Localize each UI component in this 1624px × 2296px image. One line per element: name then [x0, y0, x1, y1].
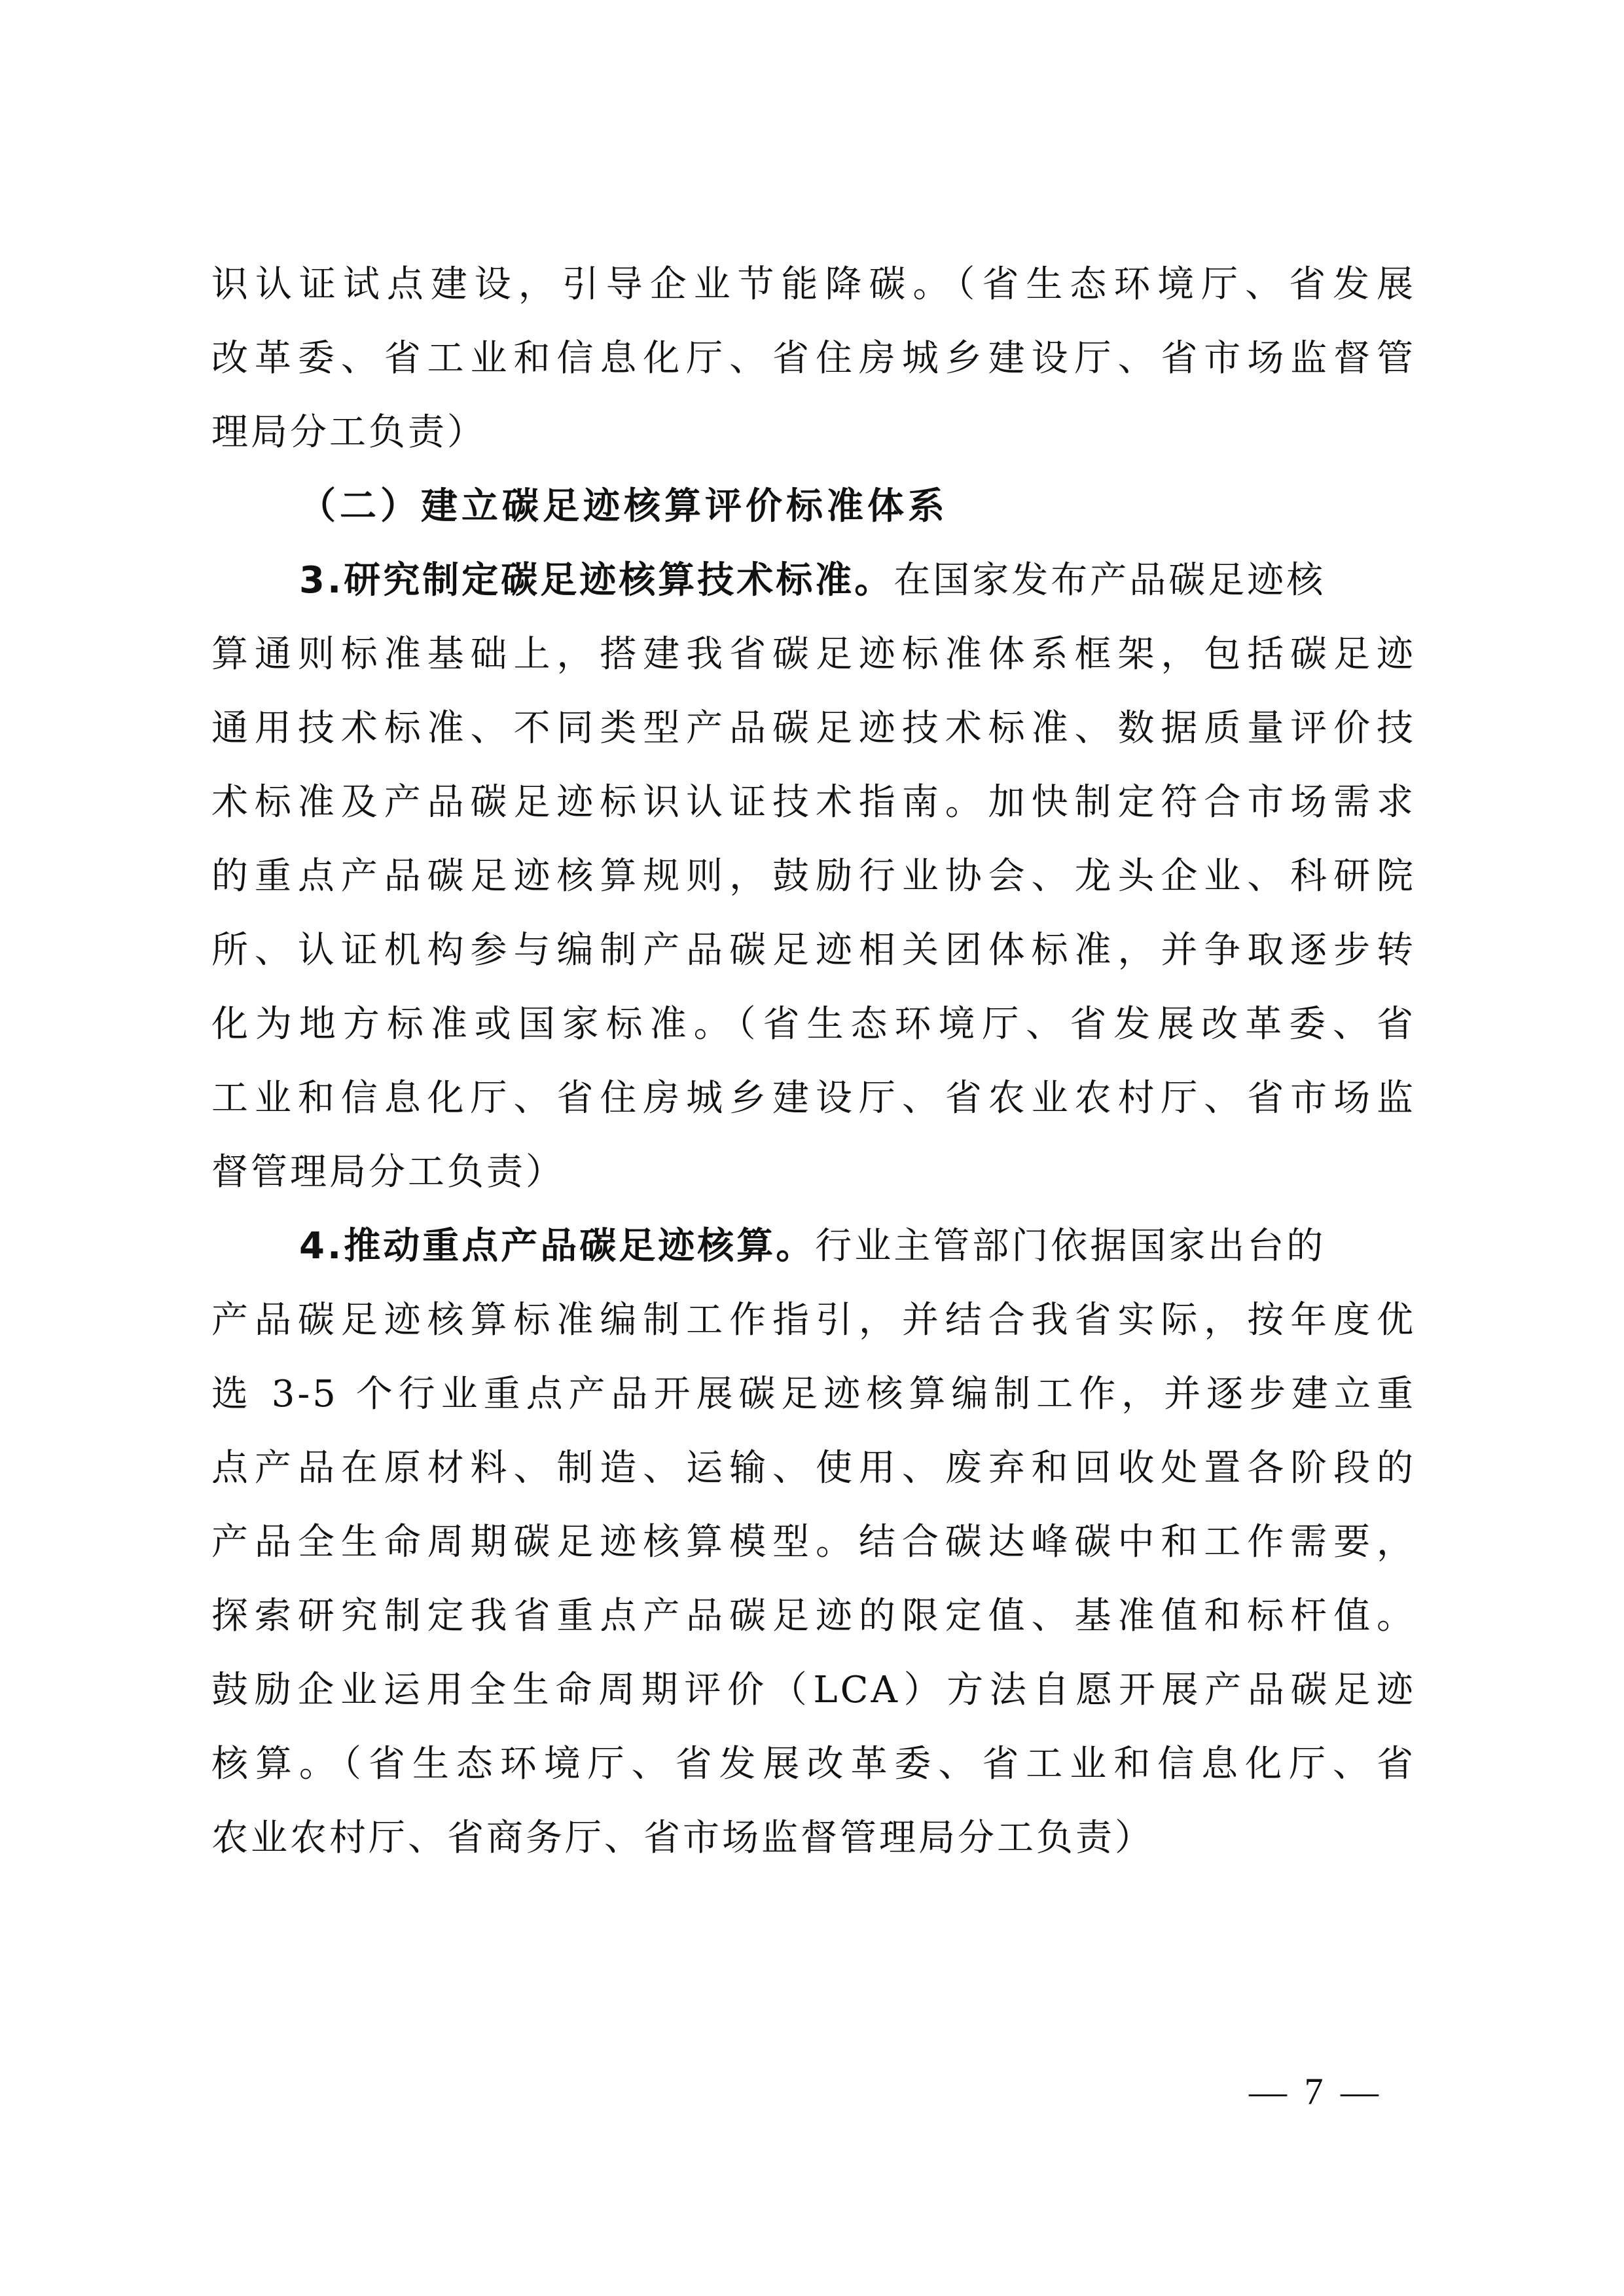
text-line: 工业和信息化厅、省住房城乡建设厅、省农业农村厅、省市场监	[211, 1077, 1416, 1120]
text-line: 核算。（省生态环境厅、省发展改革委、省工业和信息化厅、省	[211, 1743, 1416, 1785]
text-line: 鼓励企业运用全生命周期评价（LCA）方法自愿开展产品碳足迹	[211, 1669, 1416, 1711]
text-line: 理局分工负责）	[211, 411, 486, 454]
text-line: 所、认证机构参与编制产品碳足迹相关团体标准，并争取逐步转	[211, 929, 1416, 972]
text-line: 算通则标准基础上，搭建我省碳足迹标准体系框架，包括碳足迹	[211, 633, 1416, 676]
text-line: 改革委、省工业和信息化厅、省住房城乡建设厅、省市场监督管	[211, 337, 1416, 380]
item-text: 行业主管部门依据国家出台的	[815, 1225, 1326, 1267]
text-line: 探索研究制定我省重点产品碳足迹的限定值、基准值和标杆值。	[211, 1595, 1416, 1637]
text-line: 农业农村厅、省商务厅、省市场监督管理局分工负责）	[211, 1817, 1154, 1859]
text-line: 识认证试点建设，引导企业节能降碳。（省生态环境厅、省发展	[211, 263, 1416, 306]
text-line: 产品全生命周期碳足迹核算模型。结合碳达峰碳中和工作需要，	[211, 1521, 1416, 1563]
text-line: 化为地方标准或国家标准。（省生态环境厅、省发展改革委、省	[211, 1003, 1416, 1046]
item-title: 3.研究制定碳足迹核算技术标准。	[299, 559, 894, 602]
text-line: 督管理局分工负责）	[211, 1151, 565, 1194]
text-line: 通用技术标准、不同类型产品碳足迹技术标准、数据质量评价技	[211, 707, 1416, 750]
text-line: 术标准及产品碳足迹标识认证技术指南。加快制定符合市场需求	[211, 781, 1416, 824]
item-title: 4.推动重点产品碳足迹核算。	[299, 1225, 816, 1267]
section-heading: （二）建立碳足迹核算评价标准体系	[299, 485, 948, 528]
paragraph-first-line	[211, 1209, 1416, 1283]
document-body	[211, 247, 1416, 1875]
text-line: 的重点产品碳足迹核算规则，鼓励行业协会、龙头企业、科研院	[211, 855, 1416, 898]
text-line: 选 3-5 个行业重点产品开展碳足迹核算编制工作，并逐步建立重	[211, 1373, 1416, 1415]
page-number: — 7 —	[1249, 2070, 1382, 2113]
item-text: 在国家发布产品碳足迹核	[893, 559, 1326, 602]
text-line: 产品碳足迹核算标准编制工作指引，并结合我省实际，按年度优	[211, 1299, 1416, 1341]
paragraph-first-line	[211, 543, 1416, 617]
text-line: 点产品在原材料、制造、运输、使用、废弃和回收处置各阶段的	[211, 1447, 1416, 1489]
